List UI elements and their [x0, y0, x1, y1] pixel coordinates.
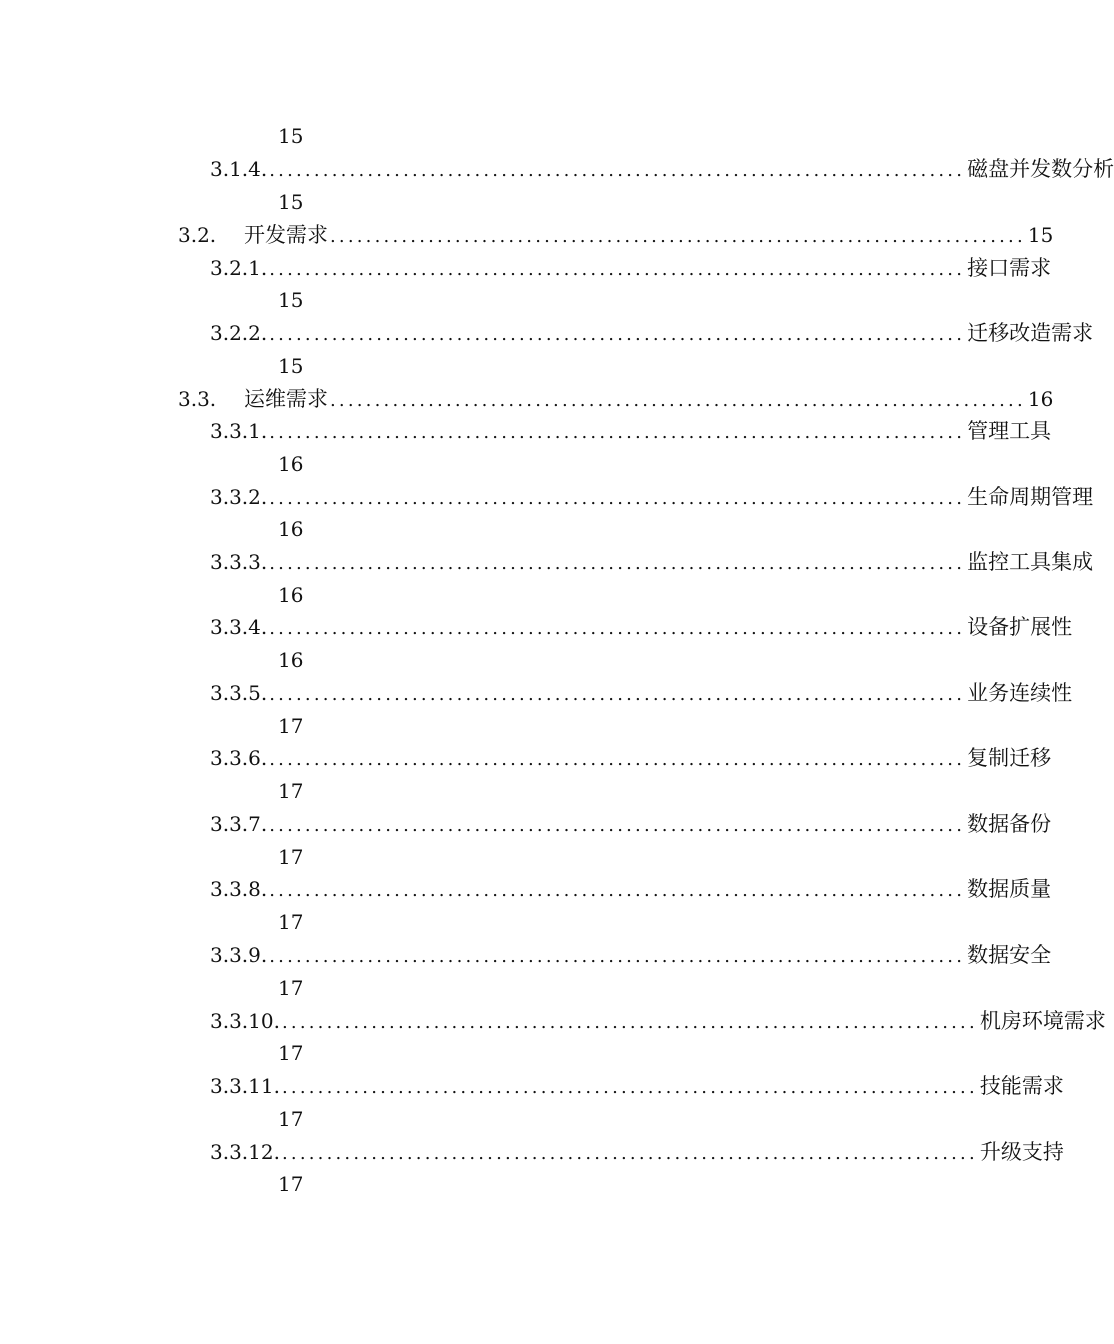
toc-entry-number: 3.3. — [178, 387, 217, 411]
toc-entry-title: 业务连续性 — [967, 681, 1073, 705]
toc-section-entry[interactable] — [178, 384, 1054, 414]
toc-entry-number: 3.3.1. — [210, 419, 268, 443]
toc-entry[interactable] — [210, 154, 1114, 184]
toc-entry-number: 3.2.1. — [210, 256, 268, 280]
toc-entry[interactable] — [210, 874, 1052, 904]
toc-entry-number: 3.3.3. — [210, 550, 268, 574]
toc-entry[interactable] — [210, 253, 1052, 283]
toc-entry-number: 3.3.8. — [210, 877, 268, 901]
toc-page-number: 17 — [278, 910, 304, 934]
toc-dot-leader: .............................................................................. — [269, 160, 966, 181]
toc-entry[interactable] — [210, 743, 1052, 773]
toc-entry[interactable] — [210, 1137, 1064, 1167]
toc-page-number: 16 — [278, 517, 304, 541]
toc-dot-leader: .............................................................................. — [269, 815, 966, 836]
toc-dot-leader: .............................................................................. — [281, 1077, 978, 1098]
toc-dot-leader: .............................................................................. — [330, 226, 1026, 247]
toc-dot-leader: .............................................................................. — [269, 422, 966, 443]
toc-entry-title: 迁移改造需求 — [967, 321, 1094, 345]
toc-entry-number: 3.1.4. — [210, 157, 268, 181]
toc-entry-title: 机房环境需求 — [979, 1009, 1106, 1033]
toc-page-number: 16 — [278, 583, 304, 607]
toc-page-number: 15 — [278, 288, 304, 312]
toc-entry-title: 升级支持 — [979, 1140, 1064, 1164]
toc-page-number: 17 — [278, 1172, 304, 1196]
toc-page-number: 17 — [278, 714, 304, 738]
toc-entry[interactable] — [210, 318, 1094, 348]
toc-entry-number: 3.3.2. — [210, 485, 268, 509]
toc-entry-number: 3.3.6. — [210, 746, 268, 770]
toc-entry-number: 3.3.5. — [210, 681, 268, 705]
toc-entry-title: 管理工具 — [967, 419, 1052, 443]
toc-entry-title: 生命周期管理 — [967, 485, 1094, 509]
toc-page-number: 15 — [278, 124, 304, 148]
toc-entry[interactable] — [210, 940, 1052, 970]
toc-page-number: 17 — [278, 1041, 304, 1065]
toc-entry-number: 3.3.11. — [210, 1074, 280, 1098]
toc-entry[interactable] — [210, 1006, 1106, 1036]
toc-entry[interactable] — [210, 809, 1052, 839]
toc-dot-leader: .............................................................................. — [269, 684, 966, 705]
toc-entry-title: 数据备份 — [967, 812, 1052, 836]
toc-entry[interactable] — [210, 547, 1094, 577]
toc-entry-title: 设备扩展性 — [967, 615, 1073, 639]
toc-entry-number: 3.3.7. — [210, 812, 268, 836]
toc-page-number: 16 — [278, 452, 304, 476]
toc-page-number: 15 — [278, 354, 304, 378]
toc-dot-leader: .............................................................................. — [330, 390, 1026, 411]
toc-dot-leader: .............................................................................. — [281, 1143, 978, 1164]
toc-entry-title: 监控工具集成 — [967, 550, 1094, 574]
toc-page-number: 15 — [1027, 223, 1054, 247]
toc-page-number: 17 — [278, 779, 304, 803]
toc-dot-leader: .............................................................................. — [269, 618, 966, 639]
toc-page-number: 17 — [278, 845, 304, 869]
toc-entry[interactable] — [210, 678, 1073, 708]
toc-entry[interactable] — [210, 1071, 1064, 1101]
toc-entry-number: 3.3.12. — [210, 1140, 280, 1164]
toc-entry-title: 运维需求 — [244, 387, 328, 411]
toc-entry-title: 数据安全 — [967, 943, 1052, 967]
toc-entry[interactable] — [210, 612, 1073, 642]
toc-page-number: 16 — [278, 648, 304, 672]
toc-entry-number: 3.2.2. — [210, 321, 268, 345]
toc-dot-leader: .............................................................................. — [269, 749, 966, 770]
toc-dot-leader: .............................................................................. — [281, 1012, 978, 1033]
toc-entry-number: 3.3.10. — [210, 1009, 280, 1033]
toc-entry-title: 复制迁移 — [967, 746, 1052, 770]
toc-entry[interactable] — [210, 416, 1052, 446]
toc-page-number: 16 — [1027, 387, 1054, 411]
toc-entry-title: 开发需求 — [244, 223, 328, 247]
toc-entry-title: 接口需求 — [967, 256, 1052, 280]
toc-page-number: 15 — [278, 190, 304, 214]
toc-entry-title: 磁盘并发数分析 — [967, 157, 1114, 181]
toc-entry-number: 3.3.9. — [210, 943, 268, 967]
toc-entry-title: 技能需求 — [979, 1074, 1064, 1098]
toc-entry-number: 3.2. — [178, 223, 217, 247]
toc-page-number: 17 — [278, 1107, 304, 1131]
toc-entry-number: 3.3.4. — [210, 615, 268, 639]
toc-dot-leader: .............................................................................. — [269, 259, 966, 280]
toc-dot-leader: .............................................................................. — [269, 880, 966, 901]
toc-dot-leader: .............................................................................. — [269, 946, 966, 967]
toc-page-number: 17 — [278, 976, 304, 1000]
toc-dot-leader: .............................................................................. — [269, 488, 966, 509]
toc-section-entry[interactable] — [178, 220, 1054, 250]
toc-entry-title: 数据质量 — [967, 877, 1052, 901]
toc-dot-leader: .............................................................................. — [269, 553, 966, 574]
toc-dot-leader: .............................................................................. — [269, 324, 966, 345]
toc-entry[interactable] — [210, 482, 1094, 512]
